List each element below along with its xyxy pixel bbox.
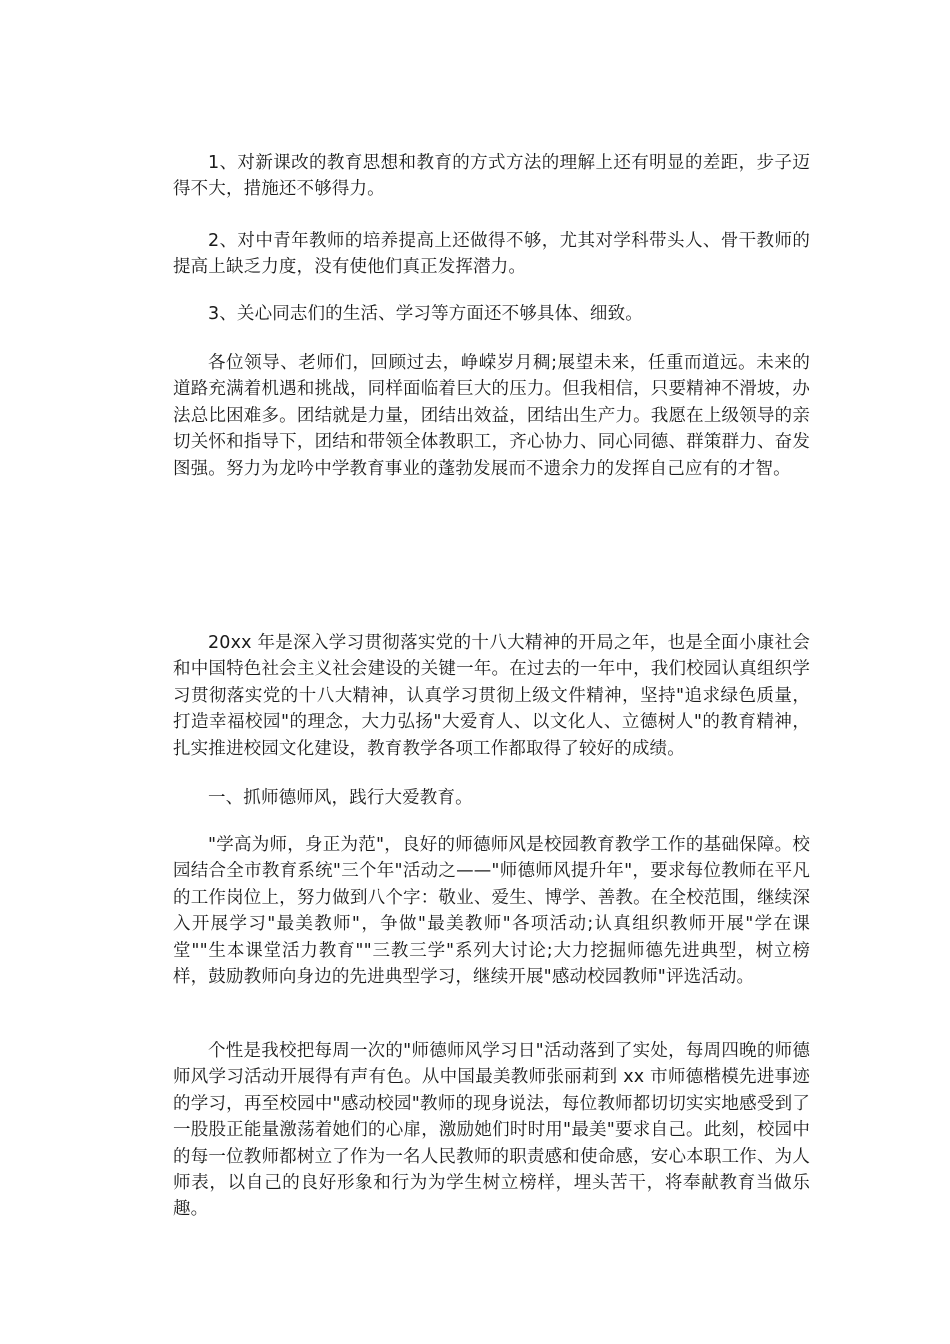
paragraph-shortcoming-1: 1、对新课改的教育思想和教育的方式方法的理解上还有明显的差距，步子迈得不大，措施还不够得力。 xyxy=(173,153,810,200)
paragraph-closing-remarks: 各位领导、老师们，回顾过去，峥嵘岁月稠;展望未来，任重而道远。未来的道路充满着机遇和挑战，同样面临着巨大的压力。但我相信，只要精神不滑坡，办法总比困难多。团结就是力量，团结出效益，团结出生产力。我愿在上级领导的亲切关怀和指导下，团结和带领全体教职工，齐心协力、同心同德、群策群力、奋发图强。努力为龙吟中学教育事业的蓬勃发展而不遗余力的发挥自己应有的才智。 xyxy=(173,353,810,479)
paragraph-shortcoming-2: 2、对中青年教师的培养提高上还做得不够，尤其对学科带头人、骨干教师的提高上缺乏力度，没有使他们真正发挥潜力。 xyxy=(173,231,810,278)
section-heading-ethics: 一、抓师德师风，践行大爱教育。 xyxy=(208,788,473,808)
paragraph-shortcoming-3: 3、关心同志们的生活、学习等方面还不够具体、细致。 xyxy=(208,304,643,324)
paragraph-annual-intro: 20xx 年是深入学习贯彻落实党的十八大精神的开局之年，也是全面小康社会和中国特色社会主义社会建设的关键一年。在过去的一年中，我们校园认真组织学习贯彻落实党的十八大精神，认真学习贯彻上级文件精神，坚持"追求绿色质量，打造幸福校园"的理念，大力弘扬"大爱育人、以文化人、立德树人"的教育精神，扎实推进校园文化建设，教育教学各项工作都取得了较好的成绩。 xyxy=(173,633,810,759)
paragraph-weekly-study: 个性是我校把每周一次的"师德师风学习日"活动落到了实处，每周四晚的师德师风学习活动开展得有声有色。从中国最美教师张丽莉到 xx 市师德楷模先进事迹的学习，再至校园中"感动校园"教师的现身说法，每位教师都切切实实地感受到了一股股正能量激荡着她们的心扉，激励她们时时用"最美"要求自己。此刻，校园中的每一位教师都树立了作为一名人民教师的职责感和使命感，安心本职工作、为人师表，以自己的良好形象和行为为学生树立榜样，埋头苦干，将奉献教育当做乐趣。 xyxy=(173,1041,810,1220)
paragraph-ethics-details: "学高为师，身正为范"，良好的师德师风是校园教育教学工作的基础保障。校园结合全市教育系统"三个年"活动之——"师德师风提升年"，要求每位教师在平凡的工作岗位上，努力做到八个字：敬业、爱生、博学、善教。在全校范围，继续深入开展学习"最美教师"，争做"最美教师"各项活动;认真组织教师开展"学在课堂""生本课堂活力教育""三教三学"系列大讨论;大力挖掘师德先进典型，树立榜样，鼓励教师向身边的先进典型学习，继续开展"感动校园教师"评选活动。 xyxy=(173,835,810,988)
